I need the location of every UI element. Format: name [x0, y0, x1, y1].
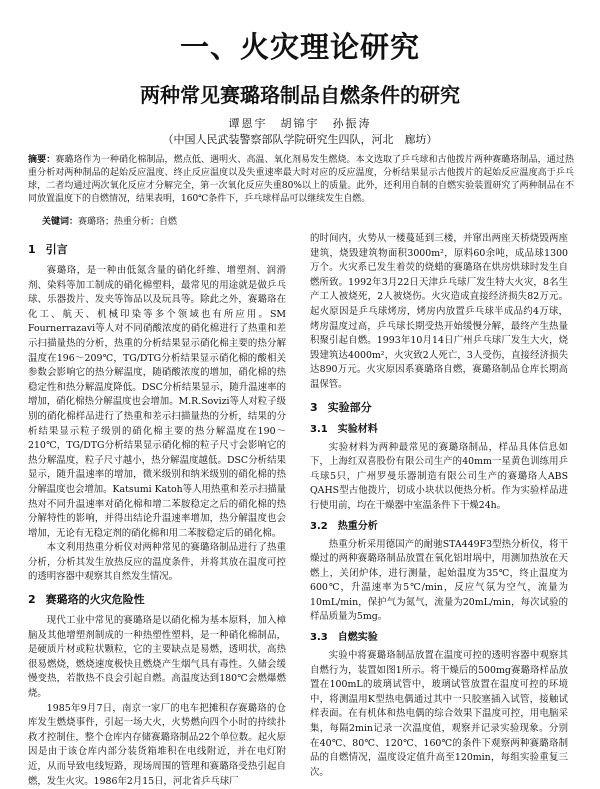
- section-number: 2: [28, 593, 36, 607]
- body-paragraph: 实验材料为两种最常见的赛璐珞制品，样品具体信息如下，上海红双喜股份有限公司生产的40mm一星黄色训练用乒乓球5只，广州罗曼乐器制造有限公司生产的赛璐珞人ABS QAHS型古他拨片，切成小块状以便热分析。作为实验样品进行使用前，均在干燥器中室温条件下干燥24h。: [310, 441, 568, 511]
- body-paragraph: 的时间内，火势从一楼蔓延到三楼，并窜出两座天桥烧毁两座建筑，烧毁建筑物面积3000m²，原料60余吨，成品球1300万个。火灾系已发生着荧的烧蜡的赛璐珞在烘房烘球时发生自燃所致。1992年3月22日天津乒乓球厂发生特大火灾，8名生产工人被烧死，2人被烧伤。火灾造成直接经济损失82万元。起火原因是乒乓球烤房，烤房内放置乒乓球半成品约4万球，烤房温度过高，乒乓球长期受热开始缓慢分解，最终产生热量积聚引起自燃。1993年10月14日广州乒乓球厂发生大火，烧毁建筑达4000m²，火灾致2人死亡，3人受伤，直接经济损失达890万元。火灾原因系赛璐珞自燃，赛璐珞制品仓库长期高温保管。: [310, 233, 568, 390]
- body-paragraph: 现代工业中常见的赛璐珞是以硝化棉为基本原料，加入樟脑及其他增塑剂制成的一种热塑性塑料，是一种硝化棉制品，是硬质片材或粒状颗粒，它的主要缺点是易燃，透明状，高热很易燃烧，燃烧速度极快且燃烧产生烟气具有毒性。久储会缓慢变热，若散热不良会引起自燃。高温度达到180℃会燃爆燃烧。: [28, 615, 286, 700]
- section-heading-text: 自燃实验: [337, 632, 378, 644]
- body-paragraph: 本文利用热重分析仪对两种常见的赛璐珞制品进行了热重分析，分析其发生放热反应的温度条件，并将其放在温度可控的透明容器中观察其自然发生情况。: [28, 542, 286, 583]
- section-heading: [310, 630, 568, 645]
- section-heading-text: 赛璐珞的火灾危险性: [45, 593, 145, 607]
- abstract: [28, 154, 574, 206]
- abstract-label: 摘要：: [28, 155, 56, 165]
- section-heading: [28, 242, 286, 258]
- keywords-text: 赛璐珞；热重分析；自燃: [78, 217, 178, 227]
- section-heading-text: 实验材料: [337, 423, 378, 435]
- section-heading: [310, 400, 568, 416]
- paper-title: 两种常见赛璐珞制品自燃条件的研究: [140, 83, 460, 107]
- body-paragraph: 赛璐珞，是一种由低氮含量的硝化纤维、增塑剂、润滑剂、染料等加工制成的硝化棉塑料，最常见的用途就是做乒乓球、乐器拨片、发夹等饰品以及玩具等。除此之外，赛璐珞在化工、航天、机械印染等多个领域也有所应用。SM Fournerrazavi等人对不同硝酸浓度的硝化棉进行了热重和差示扫描量热的分析，热重的分析结果显示硝化棉主要的热分解温度在196～209℃，TG/DTG分析结果显示硝化棉的酸相关参数会影响它的热分解温度，随硝酸浓度的增加，硝化棉的热稳定性和热分解温度降低。DSC分析结果显示，随升温速率的增加，硝化棉热分解温度也会增加。M.R.Sovizi等人对粒子级别的硝化棉样品进行了热重和差示扫描量热的分析，结果的分析结果显示粒子级别的硝化棉主要的热分解温度在190～210℃，TG/DTG分析结果显示硝化棉的粒子尺寸会影响它的热分解温度，粒子尺寸越小，热分解温度越低。DSC分析结果显示，随升温速率的增加，微米级别和纳米级别的硝化棉的热分解温度也会增加。Katsumi Katoh等人用热重和差示扫描量热对不同升温速率对硝化棉和增二苯胺稳定之后的硝化棉的热分解特性的影响，并得出结论升温速率增加，热分解温度也会增加，无论有无稳定剂的硝化棉和用二苯胺稳定后的硝化棉。: [28, 265, 286, 539]
- section-heading: [310, 519, 568, 534]
- abstract-text: 赛璐珞作为一种硝化棉制品，燃点低、遇明火、高温、氧化剂易发生燃烧。本文选取了乒乓球和古他拨片两种赛璐珞制品，通过热重分析对两种制品的起始反应温度、终止反应温度以及失重速率最大时对应的反应温度，分析结果显示古他拨片的起始反应温度高于乒乓球，二者均通过两次氧化反应才分解完全，第一次氧化反应失重80%以上的质量。此外，还利用自制的自燃实验装置研究了两种制品在不同放置温度下的自燃情况，结果表明，160℃条件下，乒乓球样品可以继续发生自燃。: [28, 155, 574, 204]
- keywords: [42, 216, 572, 228]
- right-column: [310, 232, 568, 778]
- keywords-label: 关键词：: [42, 217, 79, 227]
- section-number: 3.1: [310, 423, 328, 435]
- body-paragraph: 1985年9月7日，南京一家厂的电车把摊积存赛璐珞的仓库发生燃烧事件，引起一场大火，火势燃向四个小时的持续扑救才控制住，整个仓库内存储赛璐珞制品22个单位数。起火原因是由于该仓库内部分装货箱堆积在电线附近，并在电灯附近，从而导致电线短路，现场周围的管理和赛璐珞受热引起自燃，发生火灾。1986年2月15日，河北省乒乓球厂: [28, 702, 286, 787]
- section-heading-text: 实验部分: [327, 400, 372, 414]
- section-banner: 一、火灾理论研究: [179, 30, 420, 64]
- section-number: 1: [28, 243, 36, 256]
- section-heading: [28, 592, 286, 608]
- paper-authors: 谭恩宇 胡锦宇 孙振涛: [228, 117, 372, 130]
- body-paragraph: 热重分析采用德国产的耐驰STA449F3型热分析仪，将干燥过的两种赛璐珞制品放置在氧化铝坩埚中，用测加热放在天燃上，关闭炉体，进行测量，起始温度为35℃，终止温度为600℃，升温速率为5℃/min，反应气氛为空气，流量为10mL/min，保护气为氮气，流量为20mL/min，每次试验的样品质量为5mg。: [310, 538, 568, 623]
- section-number: 3: [310, 400, 318, 414]
- section-heading-text: 引言: [45, 243, 68, 256]
- section-number: 3.3: [310, 632, 328, 644]
- body-paragraph: 实验中将赛璐珞制品放置在温度可控的透明容器中观察其自燃行为，装置如图1所示。将干燥后的500mg赛璐珞样品放置在100mL的玻璃试管中，玻璃试管放置在温度可控的环境中，将测温用K型热电偶通过其中一只胶塞插入试管，接触试样表面。在有机体和热电偶的综合效果下温度可控，用电脑采集，每隔2min记录一次温度值，观察并记录实验现象。分别在40℃、80℃、120℃、160℃的条件下观察两种赛璐珞制品的自燃情况，温度设定值升高至120min，每组实验重复三次。: [310, 650, 568, 778]
- paper-affiliation: （中国人民武装警察部队学院研究生四队，河北 廊坊）: [162, 133, 438, 146]
- section-number: 3.2: [310, 520, 328, 532]
- left-column: [28, 232, 286, 787]
- section-heading-text: 热重分析: [337, 520, 378, 532]
- section-heading: [310, 422, 568, 437]
